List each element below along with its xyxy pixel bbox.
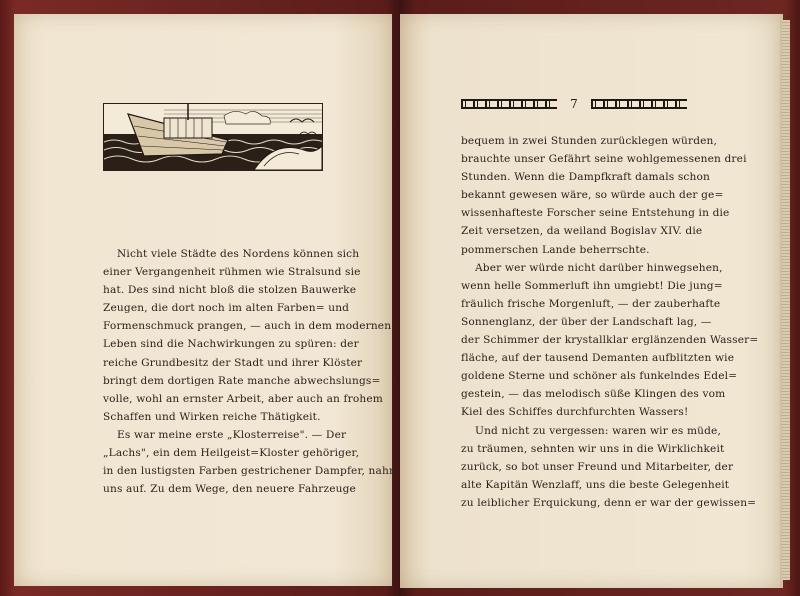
text-line: Sonnenglanz, der über der Landschaft lag, — xyxy=(461,315,712,328)
text-line: pommerschen Lande beherrschte. xyxy=(461,243,650,256)
text-line: „Lachs", ein dem Heilgeist=Kloster gehöriger, xyxy=(103,447,360,460)
text-line: Und nicht zu vergessen: waren wir es müde, xyxy=(475,424,721,437)
text-line: volle, wohl an ernster Arbeit, aber auch an frohem xyxy=(103,392,383,405)
right-page-text xyxy=(461,132,759,512)
paragraph xyxy=(461,132,747,259)
page-header xyxy=(461,97,687,111)
text-line: wenn helle Sommerluft ihn umgiebt! Die jung= xyxy=(461,279,723,292)
text-line: fläche, auf der tausend Demanten aufblitzten wie xyxy=(461,352,735,365)
page-edges xyxy=(782,20,790,580)
paragraph xyxy=(103,245,392,426)
text-line: fräulich frische Morgenluft, — der zauberhafte xyxy=(461,297,721,310)
text-line: Es war meine erste „Klosterreise". — Der xyxy=(117,428,347,441)
paragraph xyxy=(103,426,400,498)
text-line: wissenhafteste Forscher seine Entstehung in die xyxy=(461,207,730,220)
text-line: bringt dem dortigen Rate manche abwechslungs= xyxy=(103,374,381,387)
text-line: Aber wer würde nicht darüber hinwegsehen, xyxy=(475,261,723,274)
text-line: Nicht viele Städte des Nordens können sich xyxy=(117,248,360,260)
text-line: hat. Des sind nicht bloß die stolzen Bauwerke xyxy=(103,284,357,297)
header-ornament-left xyxy=(461,99,557,109)
text-line: der Schimmer der krystallklar erglänzenden Wasser= xyxy=(461,334,759,347)
text-line: Zeit versetzen, da weiland Bogislav XIV. die xyxy=(461,225,703,238)
page-number: 7 xyxy=(570,97,578,111)
text-line: reiche Grundbesitz der Stadt und ihrer Klöster xyxy=(103,356,363,369)
text-line: in den lustigsten Farben gestrichener Dampfer, nahm xyxy=(103,465,400,478)
ship-illustration xyxy=(103,103,323,171)
paragraph xyxy=(461,259,759,422)
text-line: zu leiblicher Erquickung, denn er war der gewissen= xyxy=(461,496,757,509)
text-line: Formenschmuck prangen, — auch in dem modernen xyxy=(103,320,392,333)
text-line: Schaffen und Wirken reiche Thätigkeit. xyxy=(103,410,321,423)
text-line: Kiel des Schiffes durchfurchten Wassers! xyxy=(461,406,689,419)
text-line: uns auf. Zu dem Wege, den neuere Fahrzeuge xyxy=(103,483,356,496)
text-line: gestein, — das melodisch süße Klingen des vom xyxy=(461,388,726,401)
text-line: Stunden. Wenn die Dampfkraft damals schon xyxy=(461,171,710,184)
text-line: brauchte unser Gefährt seine wohlgemessenen drei xyxy=(461,153,747,166)
text-line: alte Kapitän Wenzlaff, uns die beste Gelegenheit xyxy=(461,478,730,491)
text-line: goldene Sterne und schöner als funkelndes Edel= xyxy=(461,370,738,383)
header-ornament-right xyxy=(591,99,687,109)
paragraph xyxy=(461,422,757,512)
text-line: bekannt gewesen wäre, so würde auch der ge= xyxy=(461,189,724,202)
text-line: zu träumen, sehnten wir uns in die Wirklichkeit xyxy=(461,442,725,455)
text-line: einer Vergangenheit rühmen wie Stralsund sie xyxy=(103,266,361,279)
text-line: Zeugen, die dort noch im alten Farben= und xyxy=(103,302,350,315)
text-line: zurück, so bot unser Freund und Mitarbeiter, der xyxy=(461,460,734,473)
text-line: Leben sind die Nachwirkungen zu spüren: der xyxy=(103,338,359,351)
left-page-text xyxy=(103,245,400,498)
text-line: bequem in zwei Stunden zurücklegen würden, xyxy=(461,135,718,147)
